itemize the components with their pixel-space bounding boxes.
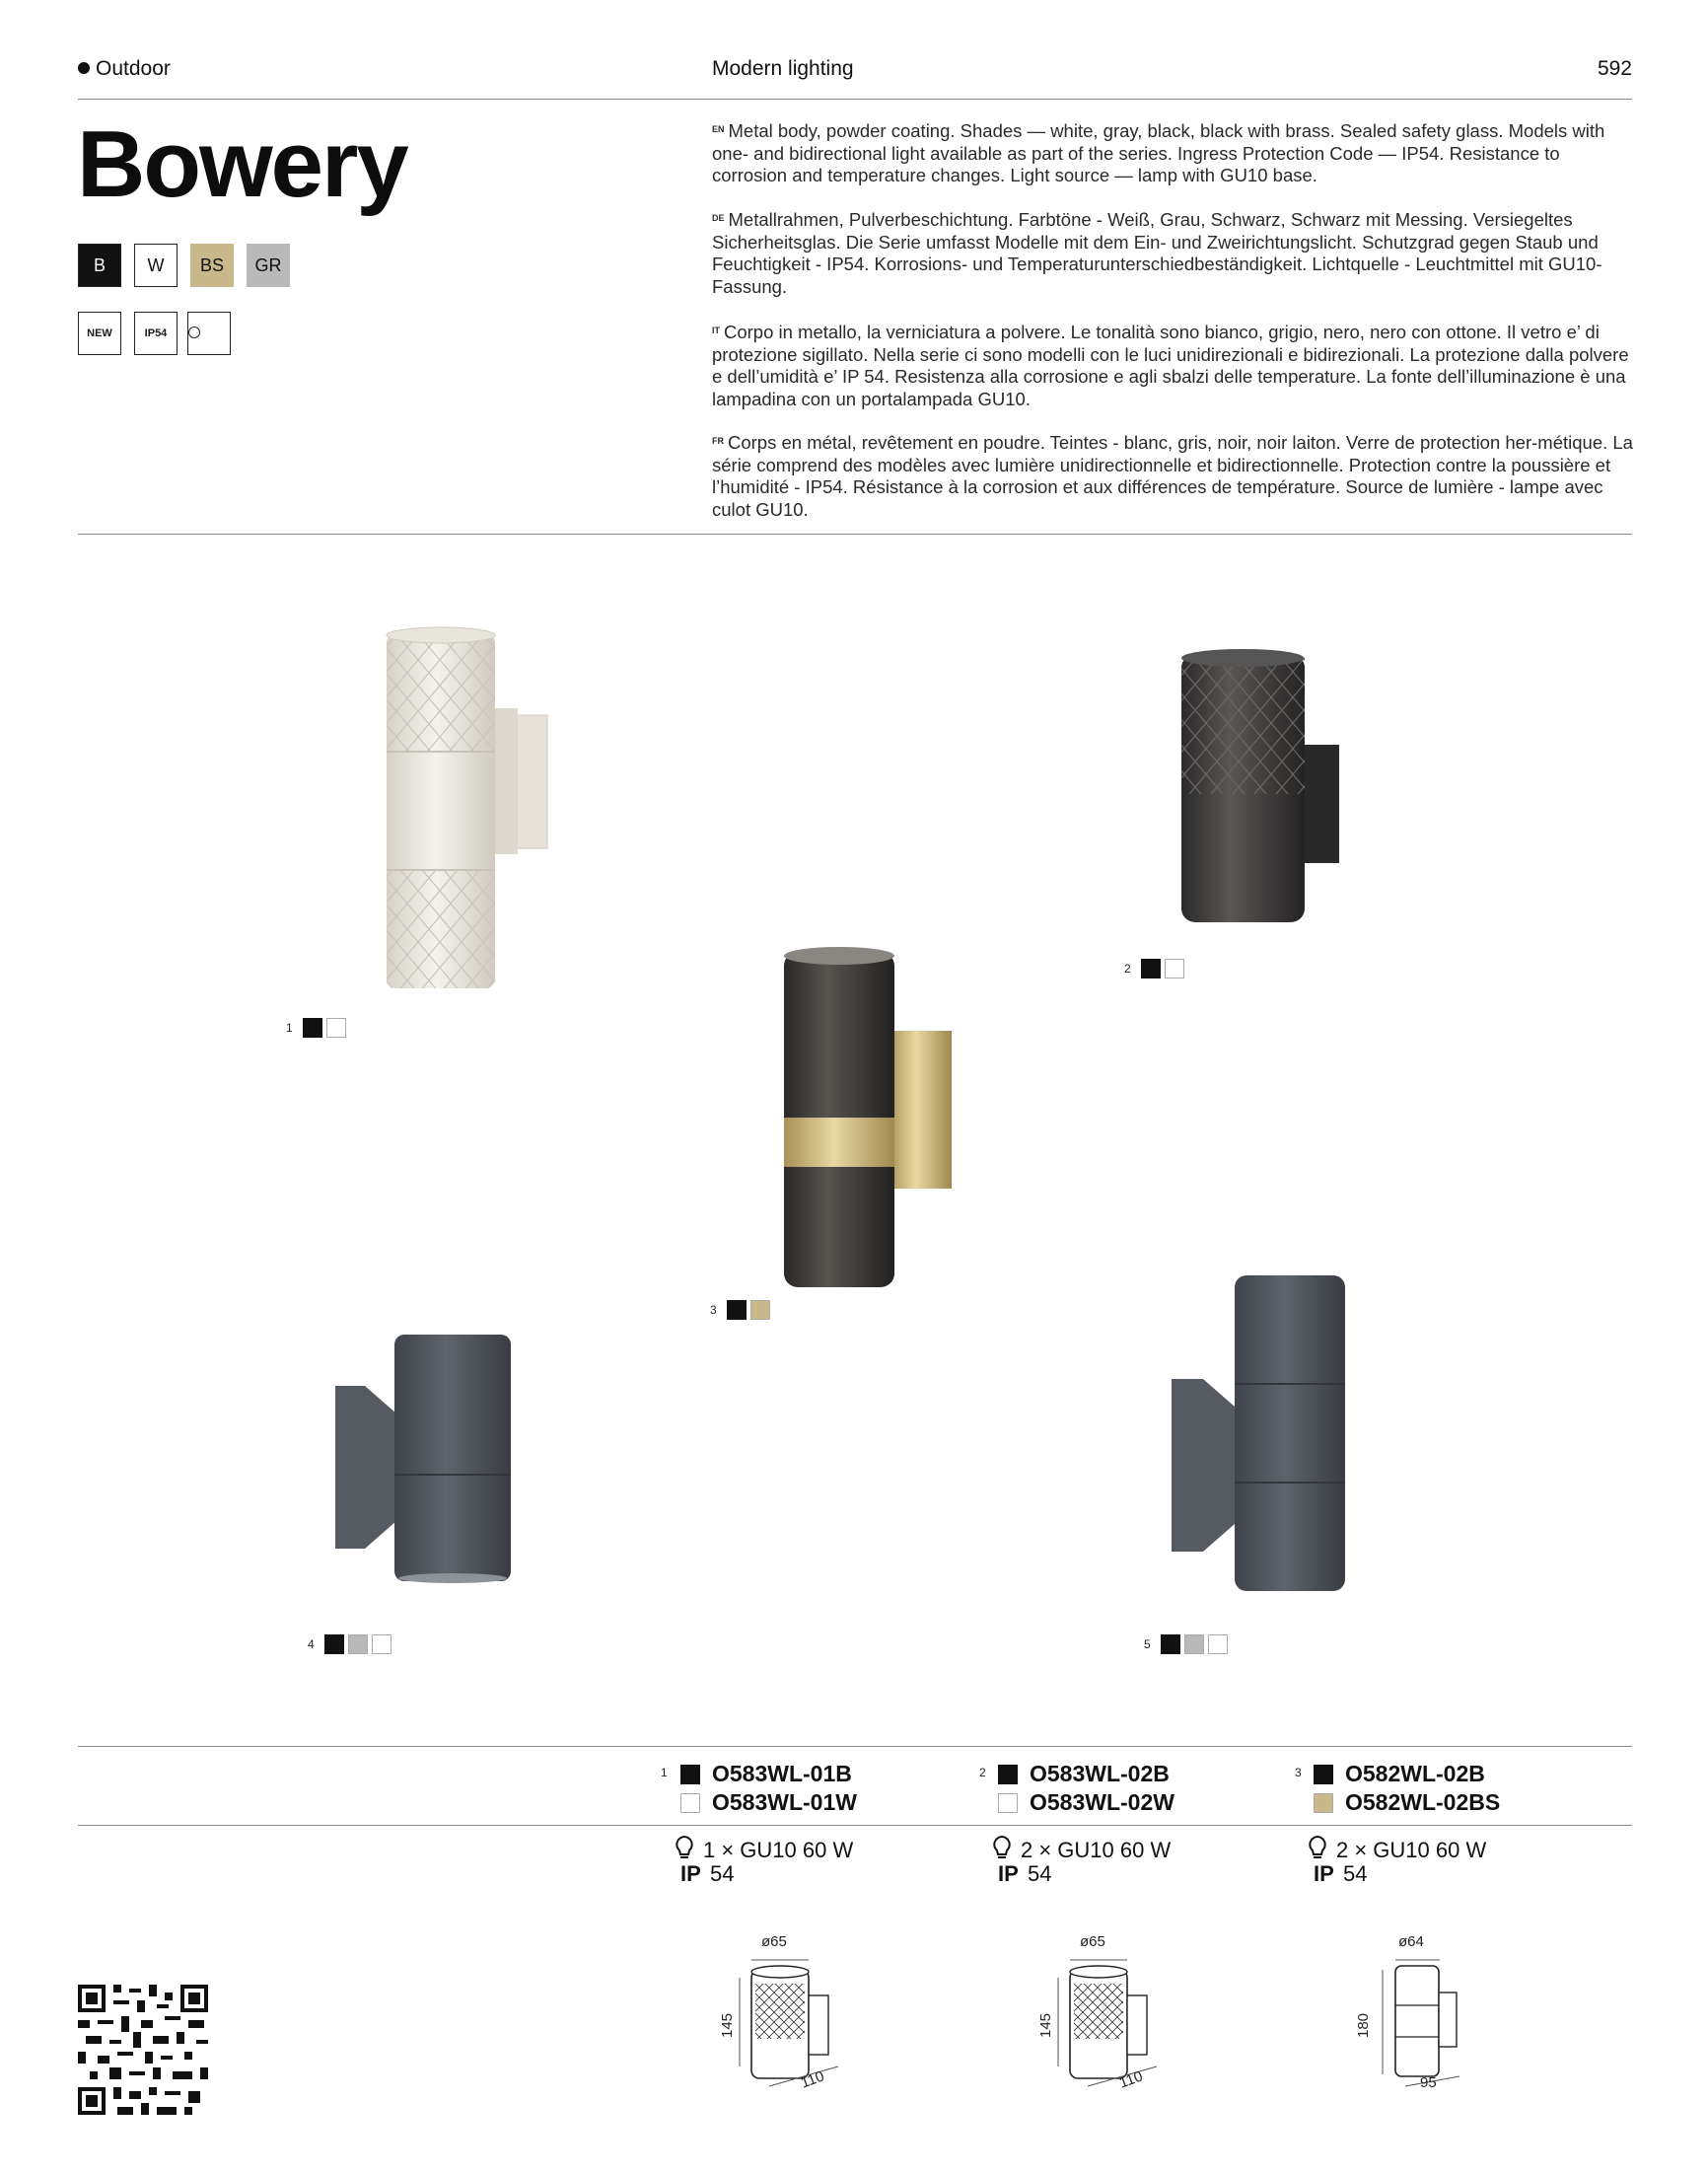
description-en: $^{EN}$ Metal body, powder coating. Shades — white, gray, black, black with brass. Sealed safety glass. Models with one- and bidirectional light available as part of the series. Ingress Protection Code — IP54. Resistance to corrosion and temperature changes. Light source — lamp with GU10 base. <box>712 120 1605 185</box>
dim-diameter-2: ø65 <box>1080 1933 1105 1950</box>
color-swatch <box>727 1300 747 1320</box>
badge-direction <box>187 312 231 355</box>
color-swatch <box>998 1765 1018 1784</box>
product-caption-1: 1 <box>286 1018 346 1038</box>
model-num-3: 3 <box>1295 1766 1302 1779</box>
product-caption-5: 5 <box>1144 1634 1228 1654</box>
finish-swatch-b: B <box>78 244 121 287</box>
header-divider <box>78 99 1632 100</box>
color-swatch <box>680 1765 700 1784</box>
color-swatch <box>1165 959 1184 978</box>
color-swatch <box>1141 959 1161 978</box>
badge-ip54: IP54 <box>134 312 178 355</box>
finish-swatch-bs: BS <box>190 244 234 287</box>
model-code-row: O583WL-01W <box>680 1789 857 1816</box>
spec-top-divider <box>78 1746 1632 1747</box>
header-section <box>78 57 171 81</box>
product-image-4 <box>325 1327 523 1588</box>
color-swatch <box>348 1634 368 1654</box>
qr-code-icon[interactable] <box>78 1985 208 2115</box>
model-code-row: O583WL-02B <box>998 1761 1170 1787</box>
color-swatch <box>1314 1765 1333 1784</box>
spec-mid-divider <box>78 1825 1632 1826</box>
color-swatch <box>750 1300 770 1320</box>
color-swatch <box>1161 1634 1180 1654</box>
dim-depth-1: 110 <box>798 2067 827 2092</box>
page-title: Bowery <box>77 111 407 217</box>
color-swatch <box>680 1793 700 1813</box>
product-image-1 <box>375 621 592 996</box>
description-fr: $^{FR}$ Corps en métal, revêtement en poudre. Teintes - blanc, gris, noir, noir laiton. Verre de protection her-métique. La série comprend des modèles avec lumière unidirectionnelle et bidirectionnelle. Protection contre la poussière et l’humidité - IP54. Résistance à la corrosion et aux différences de température. Source de lumière - lampe avec culot GU10. <box>712 432 1633 520</box>
section-label: Outdoor <box>96 57 171 80</box>
intro-divider <box>78 534 1632 535</box>
dim-diameter-3: ø64 <box>1398 1933 1424 1950</box>
product-image-5 <box>1164 1270 1361 1596</box>
bullet-dot-icon <box>78 62 90 74</box>
header-category: Modern lighting <box>712 57 854 80</box>
model-num-1: 1 <box>661 1766 668 1779</box>
lamp-spec: 1 × GU10 60 W <box>674 1835 853 1866</box>
color-swatch <box>303 1018 322 1038</box>
product-caption-3: 3 <box>710 1300 770 1320</box>
finish-swatch-w: W <box>134 244 178 287</box>
model-code-row: O582WL-02B <box>1314 1761 1485 1787</box>
ip-spec: IP 54 <box>680 1861 735 1886</box>
model-num-2: 2 <box>979 1766 986 1779</box>
dim-height-3: 180 <box>1355 2012 1373 2039</box>
dim-height-1: 145 <box>719 2012 737 2039</box>
description-de: $^{DE}$ Metallrahmen, Pulverbeschichtung. Farbtöne - Weiß, Grau, Schwarz, Schwarz mit Messing. Versiegeltes Sicherheitsglas. Die Serie umfasst Modelle mit dem Ein- und Zweirichtungslicht. Schutzgrad gegen Staub und Feuchtigkeit - IP54. Korrosions- und Temperaturunterschiedbeständigkeit. Lichtquelle - Leuchtmittel mit GU10-Fassung. <box>712 209 1602 297</box>
color-swatch <box>1314 1793 1333 1813</box>
product-image-3 <box>774 942 961 1297</box>
color-swatch <box>326 1018 346 1038</box>
lamp-spec: 2 × GU10 60 W <box>1307 1835 1486 1866</box>
color-swatch <box>1184 1634 1204 1654</box>
dim-diameter-1: ø65 <box>761 1933 787 1950</box>
light-direction-icon <box>188 326 200 338</box>
product-image-2 <box>1174 646 1371 932</box>
color-swatch <box>1208 1634 1228 1654</box>
dim-depth-2: 110 <box>1116 2067 1146 2092</box>
ip-spec: IP 54 <box>998 1861 1052 1886</box>
description-it: $^{IT}$ Corpo in metallo, la verniciatura a polvere. Le tonalità sono bianco, grigio, nero, nero con ottone. Il vetro e’ di protezione sigillato. Nella serie ci sono modelli con le luci unidirezionali e bidirezionali. La protezione dalla polvere e dell’umidità e’ IP 54. Resistenza alla corrosione e agli sbalzi delle temperature. La fonte dell’illuminazione è una lampadina con un portalampada GU10. <box>712 322 1629 409</box>
dim-height-2: 145 <box>1037 2012 1055 2039</box>
lamp-spec: 2 × GU10 60 W <box>991 1835 1171 1866</box>
product-caption-4: 4 <box>308 1634 391 1654</box>
page-number: 592 <box>1597 57 1632 80</box>
color-swatch <box>324 1634 344 1654</box>
color-swatch <box>998 1793 1018 1813</box>
product-caption-2: 2 <box>1124 959 1184 978</box>
color-swatch <box>372 1634 391 1654</box>
ip-spec: IP 54 <box>1314 1861 1368 1886</box>
model-code-row: O583WL-02W <box>998 1789 1174 1816</box>
finish-swatch-gr: GR <box>247 244 290 287</box>
badge-new: NEW <box>78 312 121 355</box>
model-code-row: O583WL-01B <box>680 1761 852 1787</box>
model-code-row: O582WL-02BS <box>1314 1789 1500 1816</box>
dim-depth-3: 95 <box>1420 2074 1437 2091</box>
